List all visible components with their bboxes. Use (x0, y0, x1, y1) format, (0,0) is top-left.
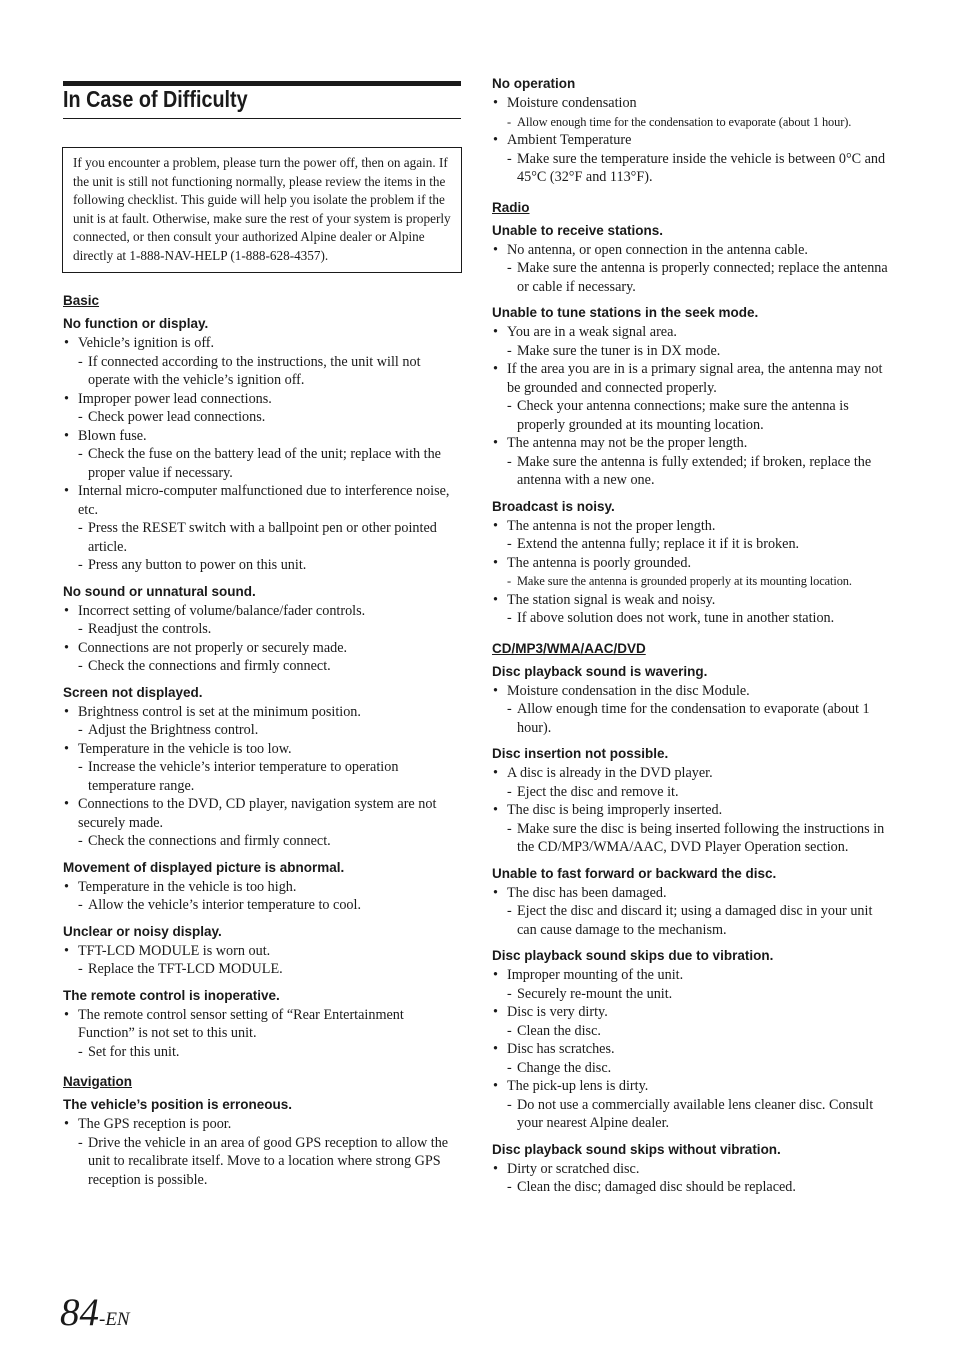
cause-item: • You are in a weak signal area. (492, 323, 892, 342)
remedy-item: - Check your antenna connections; make sure the antenna is properly grounded at its mounting location. (492, 397, 892, 434)
remedy-item: - Check the connections and firmly connect. (63, 657, 463, 676)
problem-heading: Disc playback sound skips due to vibration. (492, 948, 774, 963)
cause-item: • No antenna, or open connection in the antenna cable. (492, 241, 892, 260)
page-number-value: 84 (60, 1291, 99, 1334)
remedy-item: - Clean the disc; damaged disc should be replaced. (492, 1178, 892, 1197)
cause-item: • The remote control sensor setting of “Rear Entertainment Function” is not set to this unit. (63, 1006, 463, 1043)
cause-item: • Improper power lead connections. (63, 390, 463, 409)
remedy-item: - If above solution does not work, tune in another station. (492, 609, 892, 628)
cause-item: • A disc is already in the DVD player. (492, 764, 892, 783)
cause-item: • Moisture condensation (492, 94, 892, 113)
remedy-item: - Allow enough time for the condensation to evaporate (about 1 hour). (492, 700, 892, 737)
cause-item: • Internal micro-computer malfunctioned due to interference noise, etc. (63, 482, 463, 519)
remedy-item: - Make sure the disc is being inserted following the instructions in the CD/MP3/WMA/AAC, DVD Player Operation section. (492, 820, 892, 857)
page-number (60, 1290, 130, 1335)
remedy-item: - Clean the disc. (492, 1022, 892, 1041)
page-number-suffix: -EN (99, 1309, 130, 1330)
cause-item: • Connections are not properly or securely made. (63, 639, 463, 658)
remedy-item: - Allow the vehicle’s interior temperature to cool. (63, 896, 463, 915)
right-column (492, 75, 892, 1197)
remedy-item: - Set for this unit. (63, 1043, 463, 1062)
remedy-item: - Increase the vehicle’s interior temperature to operation temperature range. (63, 758, 463, 795)
remedy-item: - Securely re-mount the unit. (492, 985, 892, 1004)
remedy-item: - Change the disc. (492, 1059, 892, 1078)
problem-heading: The vehicle’s position is erroneous. (63, 1097, 293, 1112)
cause-item: • Disc is very dirty. (492, 1003, 892, 1022)
cause-item: • Improper mounting of the unit. (492, 966, 892, 985)
section-title-navigation: Navigation (63, 1074, 133, 1089)
section-title-basic: Basic (63, 293, 100, 308)
cause-item: • The GPS reception is poor. (63, 1115, 463, 1134)
problem-heading: Disc playback sound is wavering. (492, 663, 708, 679)
remedy-item: - Press any button to power on this unit. (63, 556, 463, 575)
cause-item: • Dirty or scratched disc. (492, 1160, 892, 1179)
remedy-item: - If connected according to the instructions, the unit will not operate with the vehicle’s ignition off. (63, 353, 463, 390)
cause-item: • Blown fuse. (63, 427, 463, 446)
remedy-item: - Eject the disc and remove it. (492, 783, 892, 802)
remedy-item: - Do not use a commercially available lens cleaner disc. Consult your nearest Alpine dealer. (492, 1096, 892, 1133)
page-title: In Case of Difficulty (63, 86, 248, 112)
cause-item: • TFT-LCD MODULE is worn out. (63, 942, 463, 961)
cause-item: • The station signal is weak and noisy. (492, 591, 892, 610)
remedy-item: - Make sure the antenna is grounded properly at its mounting location. (492, 572, 892, 591)
cause-item: • The disc has been damaged. (492, 884, 892, 903)
cause-item: • Temperature in the vehicle is too high. (63, 878, 463, 897)
left-column (63, 292, 463, 1189)
title-underline (63, 118, 461, 119)
cause-item: • The pick-up lens is dirty. (492, 1077, 892, 1096)
cause-item: • The antenna is poorly grounded. (492, 554, 892, 573)
cause-item: • Disc has scratches. (492, 1040, 892, 1059)
problem-heading: No operation (492, 76, 576, 91)
cause-item: • The disc is being improperly inserted. (492, 801, 892, 820)
remedy-item: - Check power lead connections. (63, 408, 463, 427)
problem-heading: Disc insertion not possible. (492, 746, 669, 761)
remedy-item: - Make sure the temperature inside the vehicle is between 0°C and 45°C (32°F and 113°F). (492, 150, 892, 187)
remedy-item: - Extend the antenna fully; replace it if it is broken. (492, 535, 892, 554)
remedy-item: - Check the fuse on the battery lead of the unit; replace with the proper value if necessary. (63, 445, 463, 482)
cause-item: • Brightness control is set at the minimum position. (63, 703, 463, 722)
remedy-item: - Make sure the antenna is fully extended; if broken, replace the antenna with a new one. (492, 453, 892, 490)
remedy-item: - Adjust the Brightness control. (63, 721, 463, 740)
remedy-item: - Make sure the antenna is properly connected; replace the antenna or cable if necessary. (492, 259, 892, 296)
remedy-item: - Drive the vehicle in an area of good GPS reception to allow the unit to recalibrate itself. Move to a location where strong GPS reception is possible. (63, 1134, 463, 1190)
problem-heading: Unable to fast forward or backward the disc. (492, 865, 777, 881)
remedy-item: - Allow enough time for the condensation to evaporate (about 1 hour). (492, 113, 892, 132)
problem-heading: Unable to receive stations. (492, 222, 664, 238)
cause-item: • The antenna is not the proper length. (492, 517, 892, 536)
section-title-cd-mp3-wma-aac-dvd: CD/MP3/WMA/AAC/DVD (492, 640, 646, 656)
problem-heading: Screen not displayed. (63, 684, 203, 700)
problem-heading: No sound or unnatural sound. (63, 583, 256, 599)
problem-heading: Movement of displayed picture is abnormal. (63, 859, 345, 875)
remedy-item: - Replace the TFT-LCD MODULE. (63, 960, 463, 979)
remedy-item: - Check the connections and firmly connect. (63, 832, 463, 851)
problem-heading: Broadcast is noisy. (492, 498, 615, 514)
cause-item: • The antenna may not be the proper length. (492, 434, 892, 453)
cause-item: • Connections to the DVD, CD player, navigation system are not securely made. (63, 795, 463, 832)
cause-item: • Moisture condensation in the disc Module. (492, 682, 892, 701)
cause-item: • If the area you are in is a primary signal area, the antenna may not be grounded and connected properly. (492, 360, 892, 397)
intro-box: If you encounter a problem, please turn the power off, then on again. If the unit is still not functioning normally, please review the items in the following checklist. This guide will help you isolate the problem if the unit is at fault. Otherwise, make sure the rest of your system is properly connected, or then consult your authorized Alpine dealer or Alpine directly at 1-888-NAV-HELP (1-888-628-4357). (62, 147, 462, 273)
problem-heading: Disc playback sound skips without vibration. (492, 1141, 781, 1157)
remedy-item: - Eject the disc and discard it; using a damaged disc in your unit can cause damage to the mechanism. (492, 902, 892, 939)
remedy-item: - Make sure the tuner is in DX mode. (492, 342, 892, 361)
cause-item: • Incorrect setting of volume/balance/fader controls. (63, 602, 463, 621)
cause-item: • Vehicle’s ignition is off. (63, 334, 463, 353)
problem-heading: Unable to tune stations in the seek mode. (492, 305, 759, 320)
remedy-item: - Readjust the controls. (63, 620, 463, 639)
problem-heading: The remote control is inoperative. (63, 987, 280, 1003)
cause-item: • Temperature in the vehicle is too low. (63, 740, 463, 759)
problem-heading: No function or display. (63, 316, 209, 331)
problem-heading: Unclear or noisy display. (63, 923, 222, 939)
section-title-radio: Radio (492, 199, 530, 215)
remedy-item: - Press the RESET switch with a ballpoint pen or other pointed article. (63, 519, 463, 556)
cause-item: • Ambient Temperature (492, 131, 892, 150)
